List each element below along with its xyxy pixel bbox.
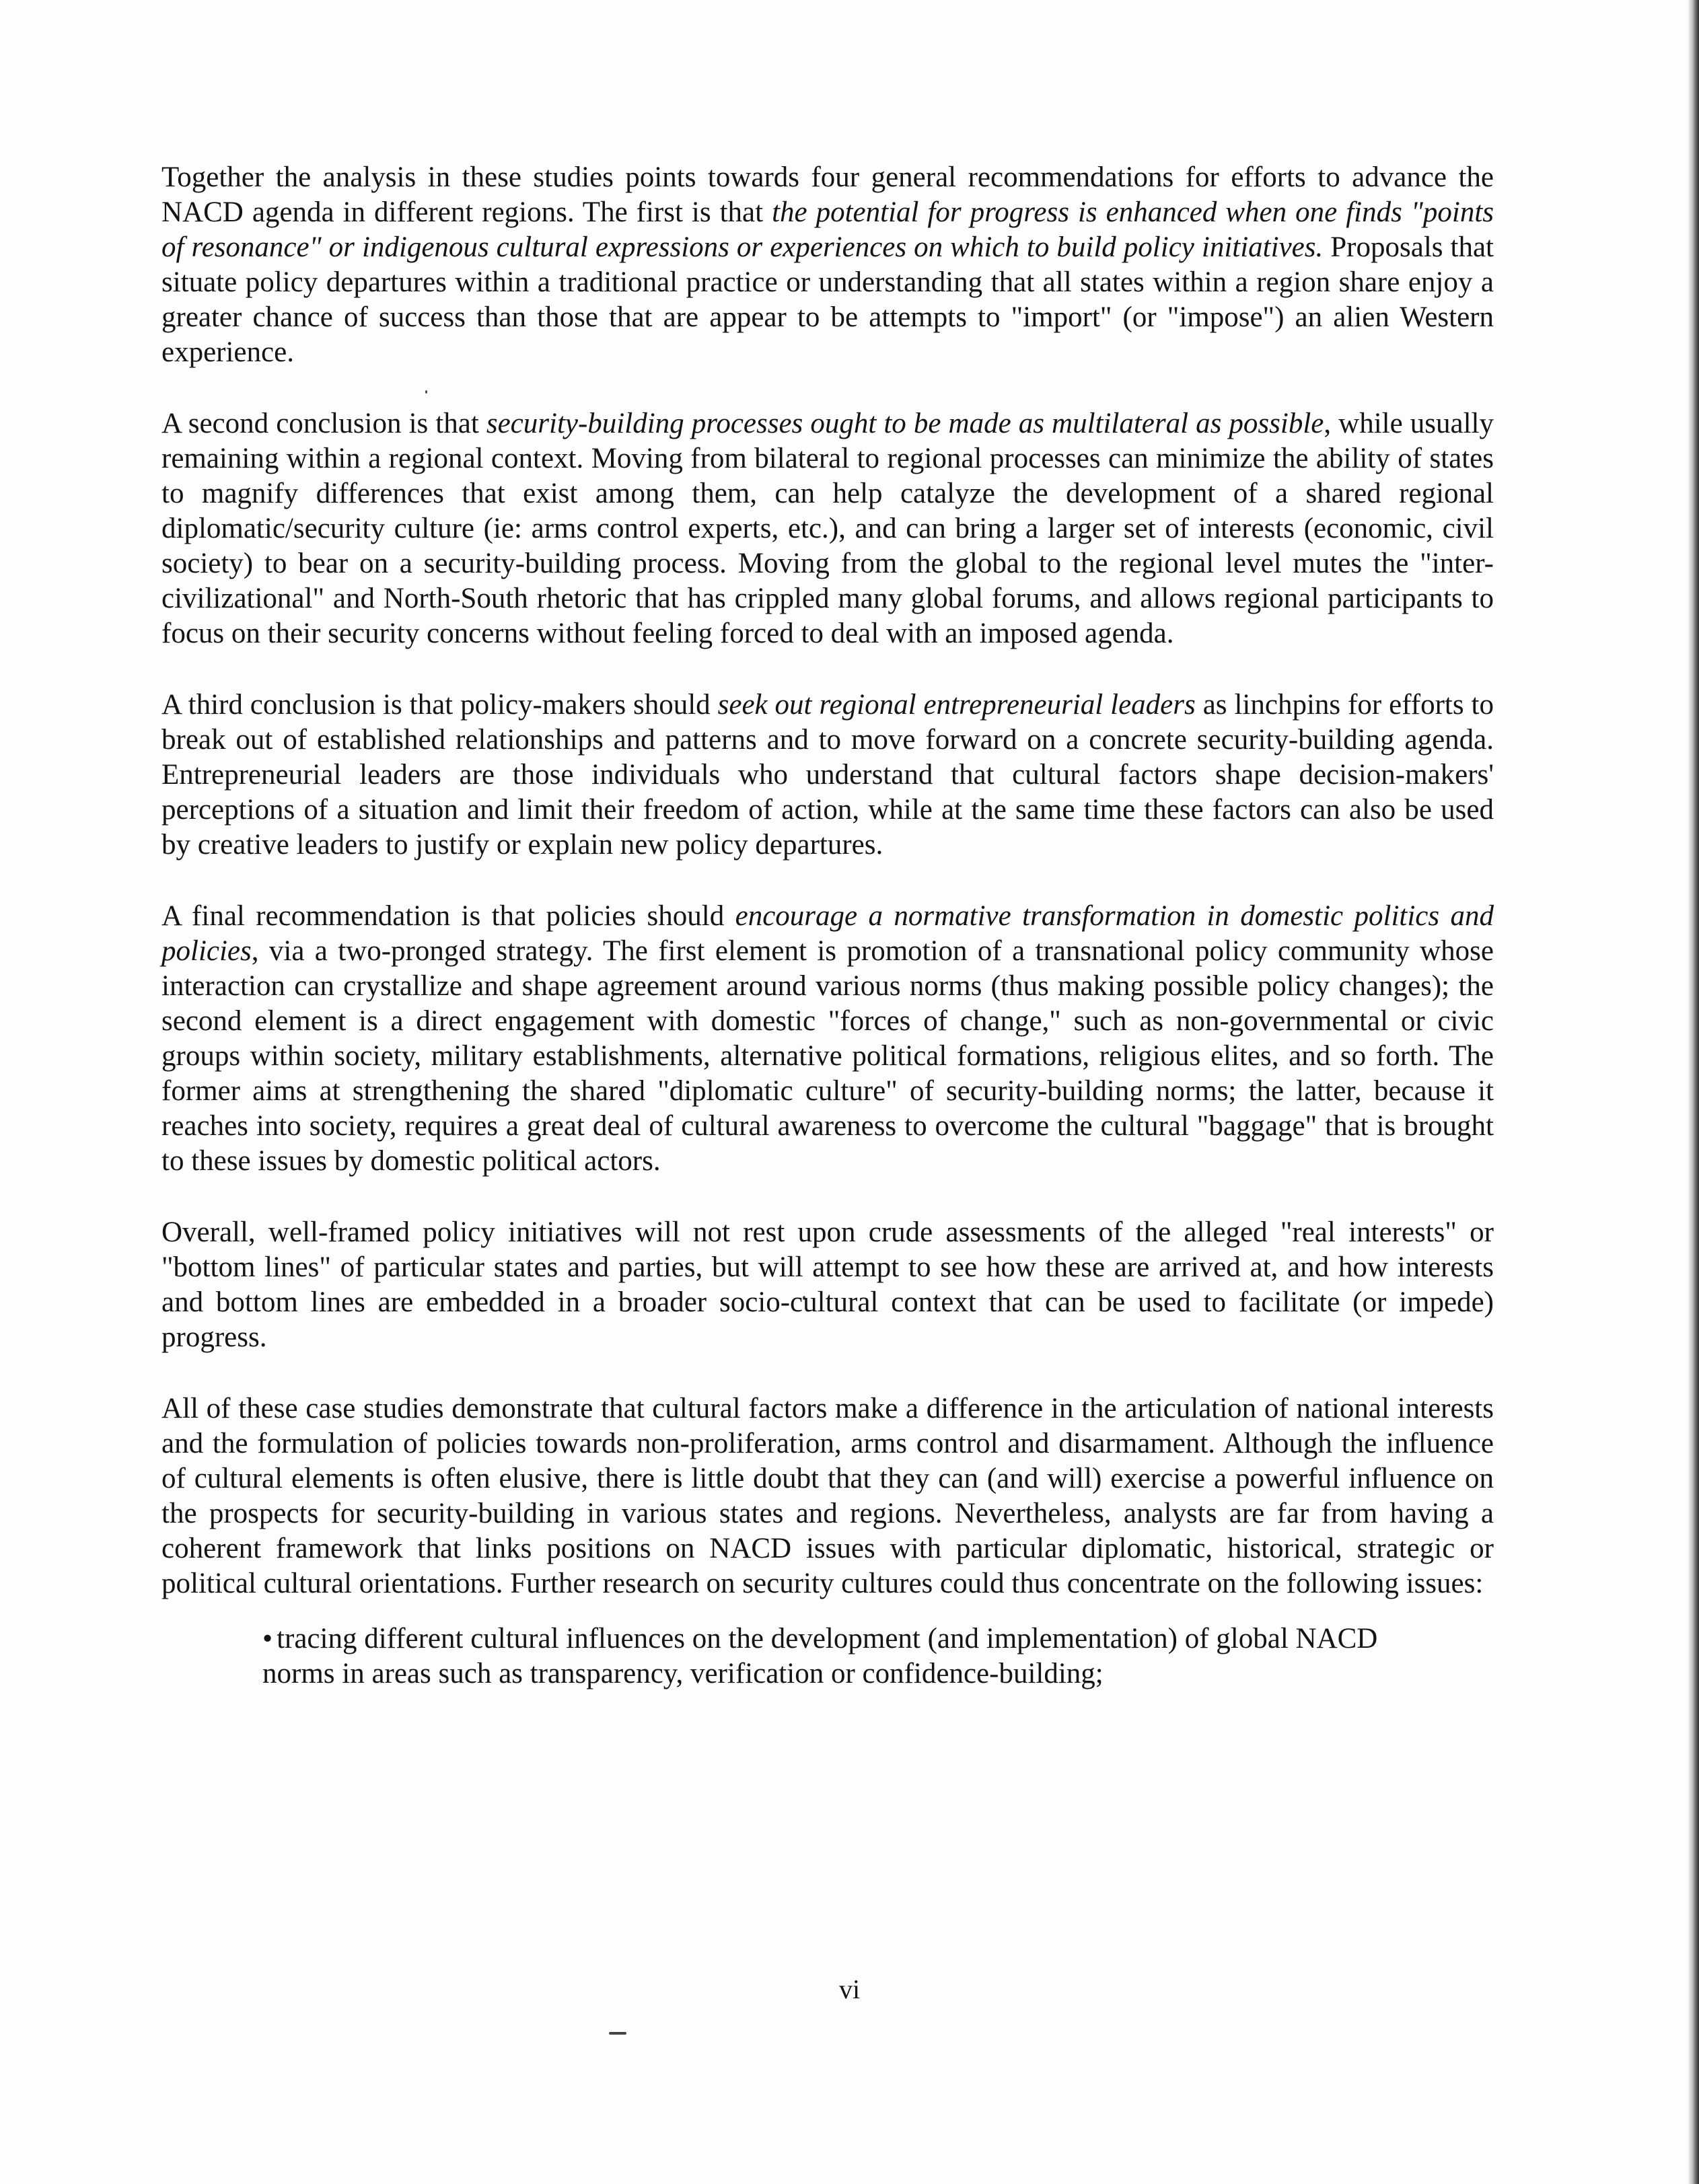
emphasis-text: security-building processes ought to be made as multilateral as possible — [486, 408, 1324, 439]
list-item — [262, 1622, 1406, 1691]
research-issues-list — [262, 1622, 1406, 1691]
paragraph-text: A final recommendation is that policies should — [161, 900, 735, 932]
paragraph-text: A third conclusion is that policy-makers should — [161, 689, 718, 721]
paragraph-overall — [161, 1215, 1494, 1355]
paragraph-text: , while usually remaining within a regional context. Moving from bilateral to regional processes can minimize the ability of states to magnify differences that exist among them, can help catalyze the development of a shared regional diplomatic/security culture (ie: arms control experts, etc.), and can bring a larger set of interests (economic, civil society) to bear on a security-building process. Moving from the global to the regional level mutes the "inter-civilizational" and North-South rhetoric that has crippled many global forums, and allows regional participants to focus on their security concerns without feeling forced to deal with an imposed agenda. — [161, 408, 1494, 649]
paragraph-text: All of these case studies demonstrate that cultural factors make a difference in the articulation of national interests and the formulation of policies towards non-proliferation, arms control and disarmament. Although the influence of cultural elements is often elusive, there is little doubt that they can (and will) exercise a powerful influence on the prospects for security-building in various states and regions. Nevertheless, analysts are far from having a coherent framework that links positions on NACD issues with particular diplomatic, historical, strategic or political cultural orientations. Further research on security cultures could thus concentrate on the following issues: — [161, 1393, 1494, 1599]
emphasis-text: seek out regional entrepreneurial leaders — [717, 689, 1196, 721]
paragraph-text: Together the analysis in these studies points towards four general recommendations for efforts to advance the NACD agenda in different regions. The first is that — [161, 161, 1494, 228]
page-number: vi — [838, 1974, 861, 2004]
paragraph-text: Overall, well-framed policy initiatives will not rest upon crude assessments of the alleged "real interests" or "bottom lines" of particular states and parties, but will attempt to see how these are arrived at, and how interests and bottom lines are embedded in a broader socio-cultural context that can be used to facilitate (or impede) progress. — [161, 1216, 1494, 1353]
list-item-text: tracing different cultural influences on the development (and implementation) of global NACD norms in areas such as transparency, verification or confidence-building; — [262, 1623, 1378, 1689]
scan-speck — [609, 2032, 626, 2035]
paragraph-recommendations-intro — [161, 160, 1494, 370]
emphasis-text: the potential for progress is enhanced when one finds "points of resonance" or indigenous cultural expressions or experiences on which to build policy initiatives. — [161, 196, 1494, 263]
scan-edge — [1688, 0, 1699, 2184]
bullet-icon: • — [262, 1623, 273, 1654]
paragraph-text: as linchpins for efforts to break out of established relationships and patterns and to move forward on a concrete security-building agenda. Entrepreneurial leaders are those individuals who understand that cultural factors shape decision-makers' perceptions of a situation and limit their freedom of action, while at the same time these factors can also be used by creative leaders to justify or explain new policy departures. — [161, 689, 1494, 861]
paragraph-text: , via a two-pronged strategy. The first element is promotion of a transnational policy community whose interaction can crystallize and shape agreement around various norms (thus making possible policy changes); the second element is a direct engagement with domestic "forces of change," such as non-governmental or civic groups within society, military establishments, alternative political formations, religious elites, and so forth. The former aims at strengthening the shared "diplomatic culture" of security-building norms; the latter, because it reaches into society, requires a great deal of cultural awareness to overcome the cultural "baggage" that is brought to these issues by domestic political actors. — [161, 935, 1494, 1177]
paragraph-case-studies — [161, 1391, 1494, 1601]
paragraph-third-conclusion — [161, 688, 1494, 863]
paragraph-final-recommendation — [161, 899, 1494, 1179]
paragraph-text: A second conclusion is that — [161, 408, 486, 439]
paragraph-second-conclusion — [161, 406, 1494, 651]
body-text — [161, 160, 1494, 1691]
emphasis-text: encourage a normative transformation in domestic politics and policies — [161, 900, 1494, 967]
paragraph-text: Proposals that situate policy departures within a traditional practice or understanding that all states within a region share enjoy a greater chance of success than those that are appear to be attempts to "import" (or "impose") an alien Western experience. — [161, 231, 1494, 368]
